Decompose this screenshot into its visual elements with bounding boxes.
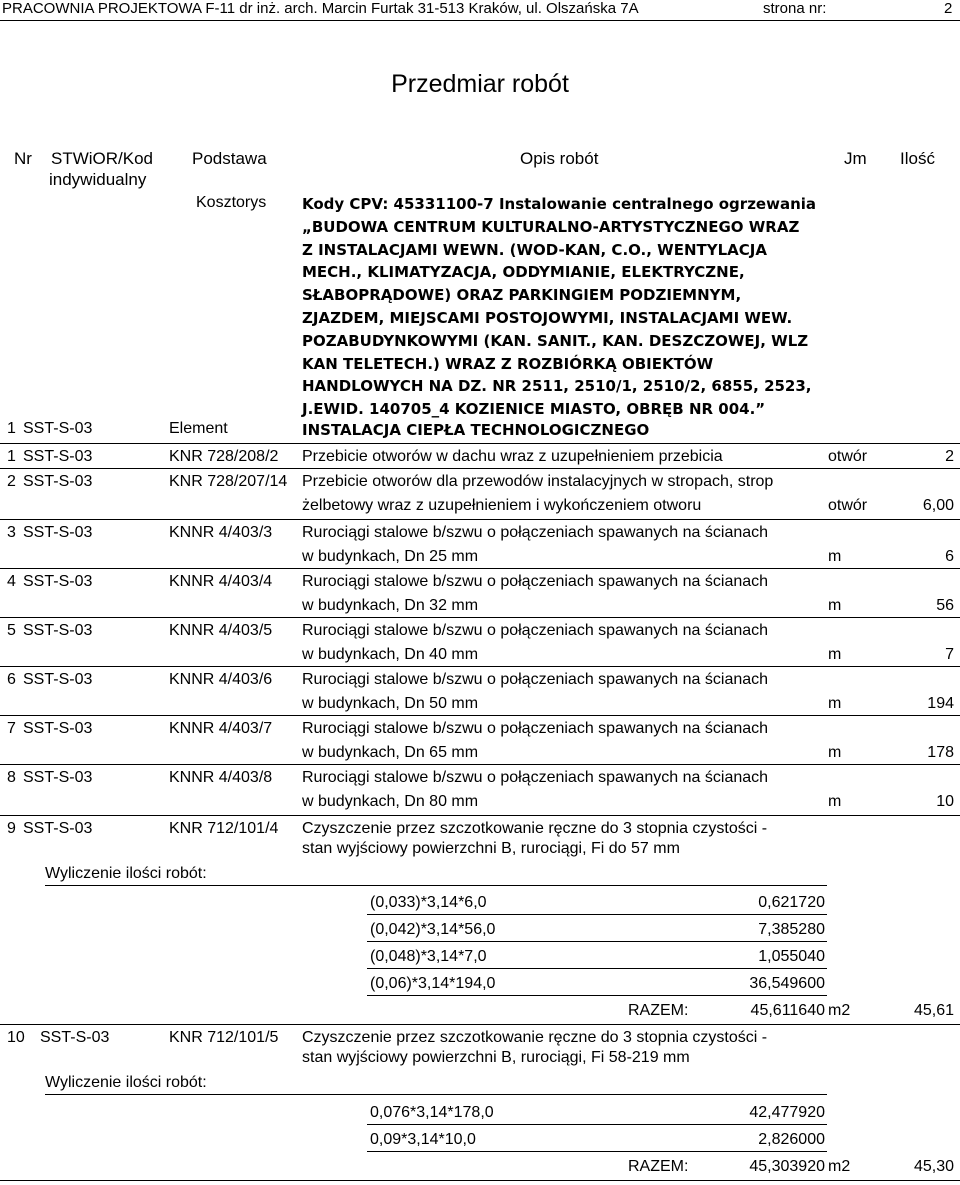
calc-expression: 0,09*3,14*10,0	[370, 1131, 476, 1148]
item-desc: Rurociągi stalowe b/szwu o połączeniach spawanych na ścianach	[302, 720, 769, 737]
intro-line: SŁABOPRĄDOWE) ORAZ PARKINGIEM PODZIEMNYM,	[302, 286, 742, 305]
item-desc: Rurociągi stalowe b/szwu o połączeniach spawanych na ścianach	[302, 573, 769, 590]
calc-expression: (0,06)*3,14*194,0	[370, 975, 496, 992]
page-label: strona nr:	[763, 0, 827, 17]
item9-desc: Czyszczenie przez szczotkowanie ręczne do 3 stopnia czystości -	[302, 820, 768, 837]
element-code: SST-S-03	[23, 420, 93, 437]
item-desc: Przebicie otworów dla przewodów instalacyjnych w stropach, strop	[302, 473, 774, 490]
calc-underline	[367, 1124, 827, 1125]
intro-line: Z INSTALACJAMI WEWN. (WOD-KAN, C.O., WENTYLACJA	[302, 240, 767, 259]
item-nr: 4	[7, 573, 16, 590]
item-unit: otwór	[828, 448, 868, 465]
item-desc-line2: w budynkach, Dn 40 mm	[302, 646, 479, 663]
intro-basis: Kosztorys	[196, 194, 267, 211]
item-basis: KNNR 4/403/3	[169, 524, 273, 541]
element-desc: INSTALACJA CIEPŁA TECHNOLOGICZNEGO	[302, 421, 650, 439]
col-qty: Ilość	[900, 149, 935, 168]
item9-nr: 9	[7, 820, 16, 837]
row-divider	[0, 568, 960, 569]
item-desc: Przebicie otworów w dachu wraz z uzupełnieniem przebicia	[302, 448, 723, 465]
item9-code: SST-S-03	[23, 820, 93, 837]
calc-value: 2,826000	[758, 1131, 825, 1148]
col-basis: Podstawa	[192, 149, 267, 168]
item-nr: 5	[7, 622, 16, 639]
col-code-line2: indywidualny	[49, 170, 147, 189]
item-code: SST-S-03	[23, 622, 93, 639]
item-desc: Rurociągi stalowe b/szwu o połączeniach spawanych na ścianach	[302, 524, 769, 541]
item10-qty: 45,30	[913, 1158, 954, 1175]
item-desc: Rurociągi stalowe b/szwu o połączeniach spawanych na ścianach	[302, 622, 769, 639]
calc-value: 42,477920	[749, 1104, 825, 1121]
item-nr: 6	[7, 671, 16, 688]
row-divider	[0, 519, 960, 520]
item10-sum-value: 45,303920	[749, 1158, 825, 1175]
calc-underline	[367, 941, 827, 942]
calc-rule	[45, 885, 827, 886]
item-code: SST-S-03	[23, 720, 93, 737]
item10-unit: m2	[828, 1158, 851, 1175]
item-code: SST-S-03	[23, 473, 93, 490]
intro-line: POZABUDYNKOWYMI (KAN. SANIT., KAN. DESZCZOWEJ, WLZ	[302, 331, 809, 350]
element-nr: 1	[7, 420, 16, 437]
item-code: SST-S-03	[23, 573, 93, 590]
item-qty: 56	[936, 597, 954, 614]
item-code: SST-S-03	[23, 448, 93, 465]
item-qty: 6	[945, 548, 954, 565]
item-desc-line2: żelbetowy wraz z uzupełnieniem i wykończeniem otworu	[302, 497, 702, 514]
col-desc: Opis robót	[520, 149, 599, 168]
item10-basis: KNR 712/101/5	[169, 1029, 279, 1046]
item-nr: 3	[7, 524, 16, 541]
item-code: SST-S-03	[23, 524, 93, 541]
col-code: STWiOR/Kod	[51, 149, 154, 168]
calc-expression: 0,076*3,14*178,0	[370, 1104, 494, 1121]
item-unit: m	[828, 646, 842, 663]
calc-underline	[367, 995, 827, 996]
item10-sum-label: RAZEM:	[628, 1158, 689, 1175]
item9-sum-label: RAZEM:	[628, 1002, 689, 1019]
row-divider	[0, 666, 960, 667]
item-qty: 2	[945, 448, 954, 465]
intro-line: J.EWID. 140705_4 KOZIENICE MIASTO, OBRĘB NR 004.”	[302, 400, 766, 419]
row-divider	[0, 443, 960, 444]
item-basis: KNR 728/207/14	[169, 473, 288, 490]
calc-rule	[45, 1094, 827, 1095]
item9-basis: KNR 712/101/4	[169, 820, 279, 837]
item-basis: KNNR 4/403/6	[169, 671, 273, 688]
item9-calc-label: Wyliczenie ilości robót:	[45, 865, 207, 882]
item-unit: otwór	[828, 497, 868, 514]
item-desc: Rurociągi stalowe b/szwu o połączeniach spawanych na ścianach	[302, 769, 769, 786]
item-basis: KNR 728/208/2	[169, 448, 279, 465]
item-qty: 6,00	[922, 497, 954, 514]
item-unit: m	[828, 695, 842, 712]
page-number: 2	[944, 0, 953, 17]
intro-line: HANDLOWYCH NA DZ. NR 2511, 2510/1, 2510/2, 6855, 2523,	[302, 377, 812, 396]
calc-expression: (0,042)*3,14*56,0	[370, 921, 496, 938]
item10-desc: Czyszczenie przez szczotkowanie ręczne do 3 stopnia czystości -	[302, 1029, 768, 1046]
item-unit: m	[828, 793, 842, 810]
item-qty: 7	[945, 646, 954, 663]
calc-value: 7,385280	[758, 921, 825, 938]
calc-value: 36,549600	[749, 975, 825, 992]
company-header: PRACOWNIA PROJEKTOWA F-11 dr inż. arch. Marcin Furtak 31-513 Kraków, ul. Olszańska 7A	[2, 0, 639, 17]
calc-value: 0,621720	[758, 894, 825, 911]
calc-underline	[367, 1151, 827, 1152]
row-divider	[0, 715, 960, 716]
item-desc-line2: w budynkach, Dn 65 mm	[302, 744, 479, 761]
row-divider	[0, 764, 960, 765]
item-nr: 7	[7, 720, 16, 737]
item-basis: KNNR 4/403/7	[169, 720, 273, 737]
item-nr: 1	[7, 448, 16, 465]
item-code: SST-S-03	[23, 769, 93, 786]
item-nr: 8	[7, 769, 16, 786]
item-nr: 2	[7, 473, 16, 490]
calc-underline	[367, 914, 827, 915]
item-qty: 10	[936, 793, 954, 810]
item-qty: 194	[927, 695, 954, 712]
item-basis: KNNR 4/403/4	[169, 573, 273, 590]
item-basis: KNNR 4/403/5	[169, 622, 273, 639]
calc-expression: (0,033)*3,14*6,0	[370, 894, 487, 911]
item9-sum-value: 45,611640	[750, 1002, 825, 1019]
item-basis: KNNR 4/403/8	[169, 769, 273, 786]
item-unit: m	[828, 548, 842, 565]
row-divider	[0, 468, 960, 469]
item-desc-line2: w budynkach, Dn 80 mm	[302, 793, 479, 810]
element-basis: Element	[169, 420, 228, 437]
col-nr: Nr	[14, 149, 32, 168]
col-unit: Jm	[844, 149, 867, 168]
item-desc-line2: w budynkach, Dn 32 mm	[302, 597, 479, 614]
row-divider	[0, 1024, 960, 1025]
intro-line: KAN TELETECH.) WRAZ Z ROZBIÓRKĄ OBIEKTÓW	[302, 354, 714, 373]
item-qty: 178	[927, 744, 954, 761]
item-desc-line2: w budynkach, Dn 50 mm	[302, 695, 479, 712]
intro-line: MECH., KLIMATYZACJA, ODDYMIANIE, ELEKTRYCZNE,	[302, 263, 745, 282]
item10-desc-line2: stan wyjściowy powierzchni B, rurociągi, Fi 58-219 mm	[302, 1049, 690, 1066]
calc-expression: (0,048)*3,14*7,0	[370, 948, 487, 965]
item-unit: m	[828, 744, 842, 761]
calc-value: 1,055040	[758, 948, 825, 965]
item-unit: m	[828, 597, 842, 614]
item10-calc-label: Wyliczenie ilości robót:	[45, 1074, 207, 1091]
item9-desc-line2: stan wyjściowy powierzchni B, rurociągi, Fi do 57 mm	[302, 840, 680, 857]
calc-underline	[367, 968, 827, 969]
row-divider	[0, 1180, 960, 1181]
item-code: SST-S-03	[23, 671, 93, 688]
item-desc-line2: w budynkach, Dn 25 mm	[302, 548, 479, 565]
item9-unit: m2	[828, 1002, 851, 1019]
row-divider	[0, 815, 960, 816]
item10-code: SST-S-03	[40, 1029, 110, 1046]
row-divider	[0, 617, 960, 618]
intro-line: ZJAZDEM, MIEJSCAMI POSTOJOWYMI, INSTALACJAMI WEW.	[302, 308, 793, 327]
intro-line: Kody CPV: 45331100-7 Instalowanie centralnego ogrzewania	[302, 195, 817, 213]
item10-nr: 10	[7, 1029, 25, 1046]
page-title: Przedmiar robót	[391, 70, 569, 98]
item-desc: Rurociągi stalowe b/szwu o połączeniach spawanych na ścianach	[302, 671, 769, 688]
item9-qty: 45,61	[913, 1002, 954, 1019]
intro-line: „BUDOWA CENTRUM KULTURALNO-ARTYSTYCZNEGO WRAZ	[302, 217, 800, 236]
header-rule	[0, 20, 960, 21]
intro-description	[302, 193, 842, 421]
